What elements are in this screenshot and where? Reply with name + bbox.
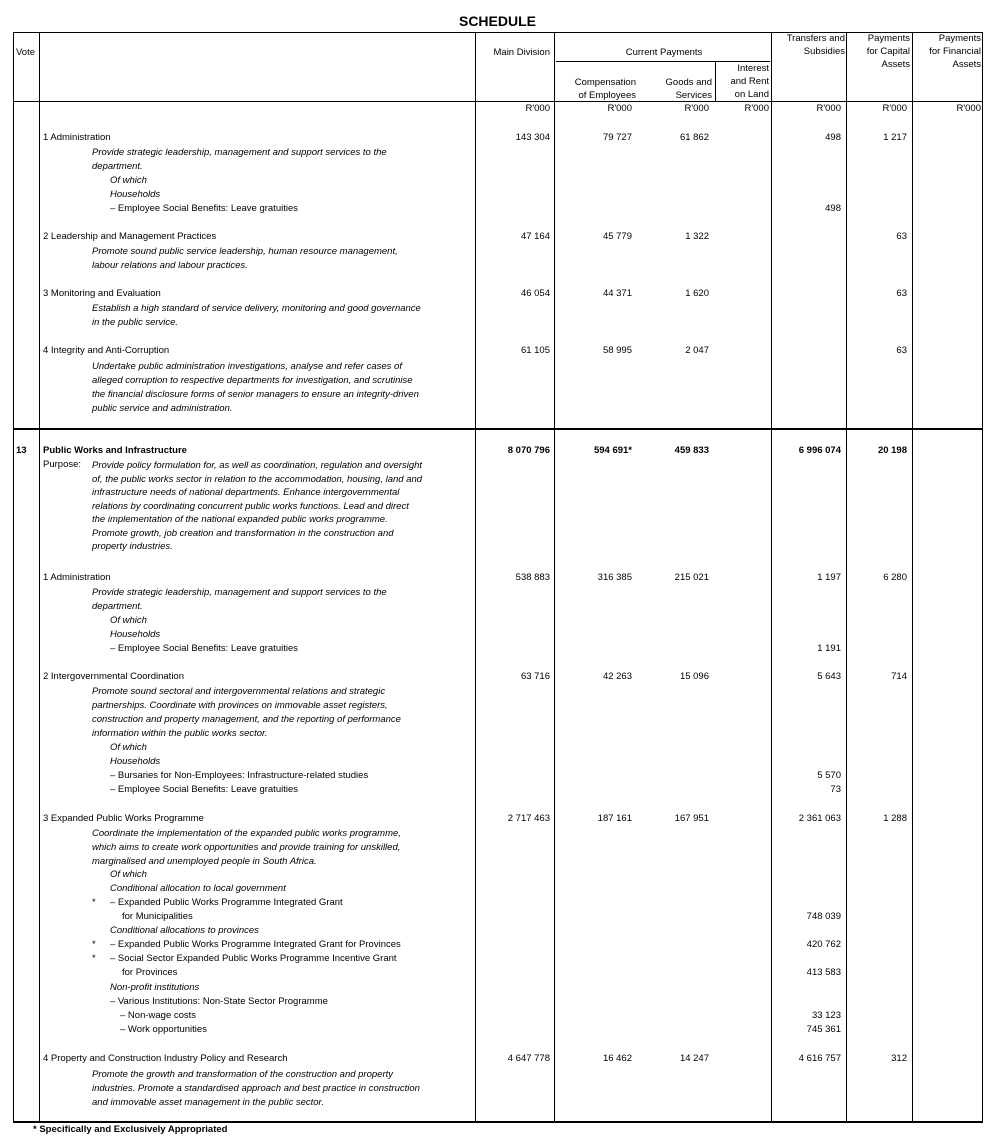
line-item: Conditional allocation to local government (110, 883, 286, 894)
line-item: Households (110, 189, 161, 200)
amount-comp: 79 727 (602, 132, 632, 143)
amount-main: 8 070 796 (507, 445, 550, 456)
amount-goods: 2 047 (685, 345, 709, 356)
goods-header-2: Services (675, 90, 712, 101)
line-item: for Municipalities (122, 911, 193, 922)
amount-goods: 167 951 (674, 813, 709, 824)
amount-comp: 316 385 (597, 572, 632, 583)
amount-main: 2 717 463 (507, 813, 550, 824)
amount-main: 4 647 778 (507, 1053, 550, 1064)
programme-title: Public Works and Infrastructure (43, 445, 187, 456)
hline-bottom (13, 1121, 983, 1123)
unit-inte: R'000 (744, 103, 769, 114)
amount-goods: 14 247 (679, 1053, 709, 1064)
amount-main: 46 054 (520, 288, 550, 299)
amount-trans: 73 (830, 784, 841, 795)
compensation-header-1: Compensation (574, 77, 636, 88)
appropriated-marker: * (92, 897, 96, 908)
unit-fin: R'000 (956, 103, 981, 114)
financial-header-2: for Financial (929, 46, 981, 57)
unit-comp: R'000 (607, 103, 632, 114)
amount-cap: 63 (896, 288, 907, 299)
amount-trans: 498 (825, 132, 841, 143)
line-item: Households (110, 756, 161, 767)
amount-cap: 1 288 (883, 813, 907, 824)
line-item: – Employee Social Benefits: Leave gratuities (110, 203, 298, 214)
capital-header-1: Payments (867, 33, 910, 44)
amount-main: 143 304 (515, 132, 550, 143)
programme-title: 4 Property and Construction Industry Policy and Research (43, 1053, 288, 1064)
amount-trans: 420 762 (806, 939, 841, 950)
current-payments-header: Current Payments (625, 47, 703, 58)
amount-comp: 42 263 (602, 671, 632, 682)
line-item: – Work opportunities (120, 1024, 207, 1035)
amount-main: 538 883 (515, 572, 550, 583)
amount-goods: 1 322 (685, 231, 709, 242)
programme-description: Promote the growth and transformation of the construction and property industries. Promote a standardised approach and best practice in construction and immovable asset management in the public sector. (92, 1069, 420, 1108)
amount-comp: 16 462 (602, 1053, 632, 1064)
line-item: Of which (110, 615, 147, 626)
line-item: – Employee Social Benefits: Leave gratuities (110, 784, 298, 795)
amount-goods: 215 021 (674, 572, 709, 583)
amount-trans: 498 (825, 203, 841, 214)
amount-cap: 6 280 (883, 572, 907, 583)
capital-header-2: for Capital (866, 46, 910, 57)
amount-trans: 6 996 074 (798, 445, 841, 456)
hline-header-bottom (13, 101, 983, 102)
financial-header-3: Assets (952, 59, 981, 70)
interest-header-2: and Rent (730, 76, 769, 87)
amount-trans: 748 039 (806, 911, 841, 922)
programme-title: 2 Leadership and Management Practices (43, 231, 217, 242)
amount-trans: 2 361 063 (798, 813, 841, 824)
line-item: Non-profit institutions (110, 982, 200, 993)
amount-trans: 1 197 (817, 572, 841, 583)
programme-description: Promote sound public service leadership, human resource management, labour relations and labour practices. (92, 246, 398, 271)
line-item: – Employee Social Benefits: Leave gratuities (110, 643, 298, 654)
amount-cap: 63 (896, 231, 907, 242)
vline-interest-sub (715, 61, 716, 101)
programme-title: 4 Integrity and Anti-Corruption (43, 345, 170, 356)
programme-title: 3 Expanded Public Works Programme (43, 813, 204, 824)
amount-cap: 312 (891, 1053, 907, 1064)
amount-goods: 61 862 (679, 132, 709, 143)
programme-description: Promote sound sectoral and intergovernmental relations and strategic partnerships. Coordinate with provinces on immovable asset registers, construction and property management, and the reporting of performance information within the public works sector. (92, 686, 401, 739)
line-item: Of which (110, 742, 147, 753)
line-item: Of which (110, 869, 147, 880)
amount-goods: 15 096 (679, 671, 709, 682)
vline-current-col (554, 32, 555, 1122)
line-item: – Expanded Public Works Programme Integrated Grant for Provinces (110, 939, 401, 950)
amount-cap: 714 (891, 671, 907, 682)
amount-cap: 63 (896, 345, 907, 356)
programme-title: 3 Monitoring and Evaluation (43, 288, 161, 299)
purpose-text: Provide policy formulation for, as well as coordination, regulation and oversight of, the public works sector in relation to the accommodation, housing, land and infrastructure needs of national departments. Enhance intergovernmental relations by coordinating concurrent public works functions. Lead and direct the implementation of the national expanded public works programme. Promote growth, job creation and transformation in the construction and property industries. (92, 460, 423, 552)
amount-comp: 594 691* (593, 445, 632, 456)
unit-goods: R'000 (684, 103, 709, 114)
amount-goods: 459 833 (674, 445, 709, 456)
line-item: Conditional allocations to provinces (110, 925, 259, 936)
amount-comp: 45 779 (602, 231, 632, 242)
amount-goods: 1 620 (685, 288, 709, 299)
compensation-header-2: of Employees (578, 90, 636, 101)
programme-title: 1 Administration (43, 132, 111, 143)
vline-vote-col (39, 32, 40, 1122)
amount-trans: 745 361 (806, 1024, 841, 1035)
amount-comp: 58 995 (602, 345, 632, 356)
vline-capital-col (846, 32, 847, 1122)
appropriated-marker: * (92, 939, 96, 950)
amount-main: 47 164 (520, 231, 550, 242)
amount-cap: 20 198 (877, 445, 907, 456)
programme-description: Provide strategic leadership, management and support services to the department. (92, 587, 387, 612)
purpose-label: Purpose: (43, 459, 82, 470)
amount-trans: 413 583 (806, 967, 841, 978)
programme-description: Provide strategic leadership, management and support services to the department. (92, 147, 387, 172)
amount-trans: 1 191 (817, 643, 841, 654)
amount-main: 63 716 (520, 671, 550, 682)
line-item: for Provinces (122, 967, 178, 978)
amount-trans: 5 570 (817, 770, 841, 781)
line-item: Of which (110, 175, 147, 186)
programme-description: Undertake public administration investigations, analyse and refer cases of alleged corruption to respective departments for investigation, and scrutinise the financial disclosure forms of senior managers to ensure an integrity-driven public service and administration. (92, 361, 419, 414)
transfers-header-2: Subsidies (803, 46, 845, 57)
programme-title: 2 Intergovernmental Coordination (43, 671, 185, 682)
amount-comp: 187 161 (597, 813, 632, 824)
interest-header-3: on Land (734, 89, 769, 100)
amount-comp: 44 371 (602, 288, 632, 299)
line-item: – Social Sector Expanded Public Works Programme Incentive Grant (110, 953, 397, 964)
amount-trans: 5 643 (817, 671, 841, 682)
vline-outer-right (982, 32, 983, 1122)
line-item: – Bursaries for Non-Employees: Infrastructure-related studies (110, 770, 369, 781)
line-item: – Expanded Public Works Programme Integrated Grant (110, 897, 343, 908)
line-item: – Various Institutions: Non-State Sector Programme (110, 996, 328, 1007)
line-item: – Non-wage costs (120, 1010, 197, 1021)
unit-trans: R'000 (816, 103, 841, 114)
programme-description: Establish a high standard of service delivery, monitoring and good governance in the public service. (92, 303, 421, 328)
capital-header-3: Assets (881, 59, 910, 70)
unit-main: R'000 (525, 103, 550, 114)
financial-header-1: Payments (938, 33, 981, 44)
line-item: Households (110, 629, 161, 640)
programme-description: Coordinate the implementation of the expanded public works programme, which aims to create work opportunities and provide training for unskilled, marginalised and unemployed people in South Africa. (92, 828, 401, 867)
amount-trans: 33 123 (811, 1010, 841, 1021)
vline-financial-col (912, 32, 913, 1122)
unit-cap: R'000 (882, 103, 907, 114)
main-division-header: Main Division (493, 47, 550, 58)
appropriated-marker: * (92, 953, 96, 964)
schedule-title: SCHEDULE (458, 13, 536, 29)
vote-number: 13 (16, 445, 27, 456)
amount-cap: 1 217 (883, 132, 907, 143)
footnote: * Specifically and Exclusively Appropriated (33, 1124, 228, 1135)
vline-main-col (475, 32, 476, 1122)
amount-main: 61 105 (520, 345, 550, 356)
vline-outer-left (13, 32, 14, 1122)
goods-header-1: Goods and (665, 77, 712, 88)
amount-trans: 4 616 757 (798, 1053, 841, 1064)
transfers-header-1: Transfers and (786, 33, 845, 44)
programme-title: 1 Administration (43, 572, 111, 583)
interest-header-1: Interest (737, 63, 769, 74)
hline-section (13, 428, 983, 430)
vote-header: Vote (16, 47, 36, 58)
